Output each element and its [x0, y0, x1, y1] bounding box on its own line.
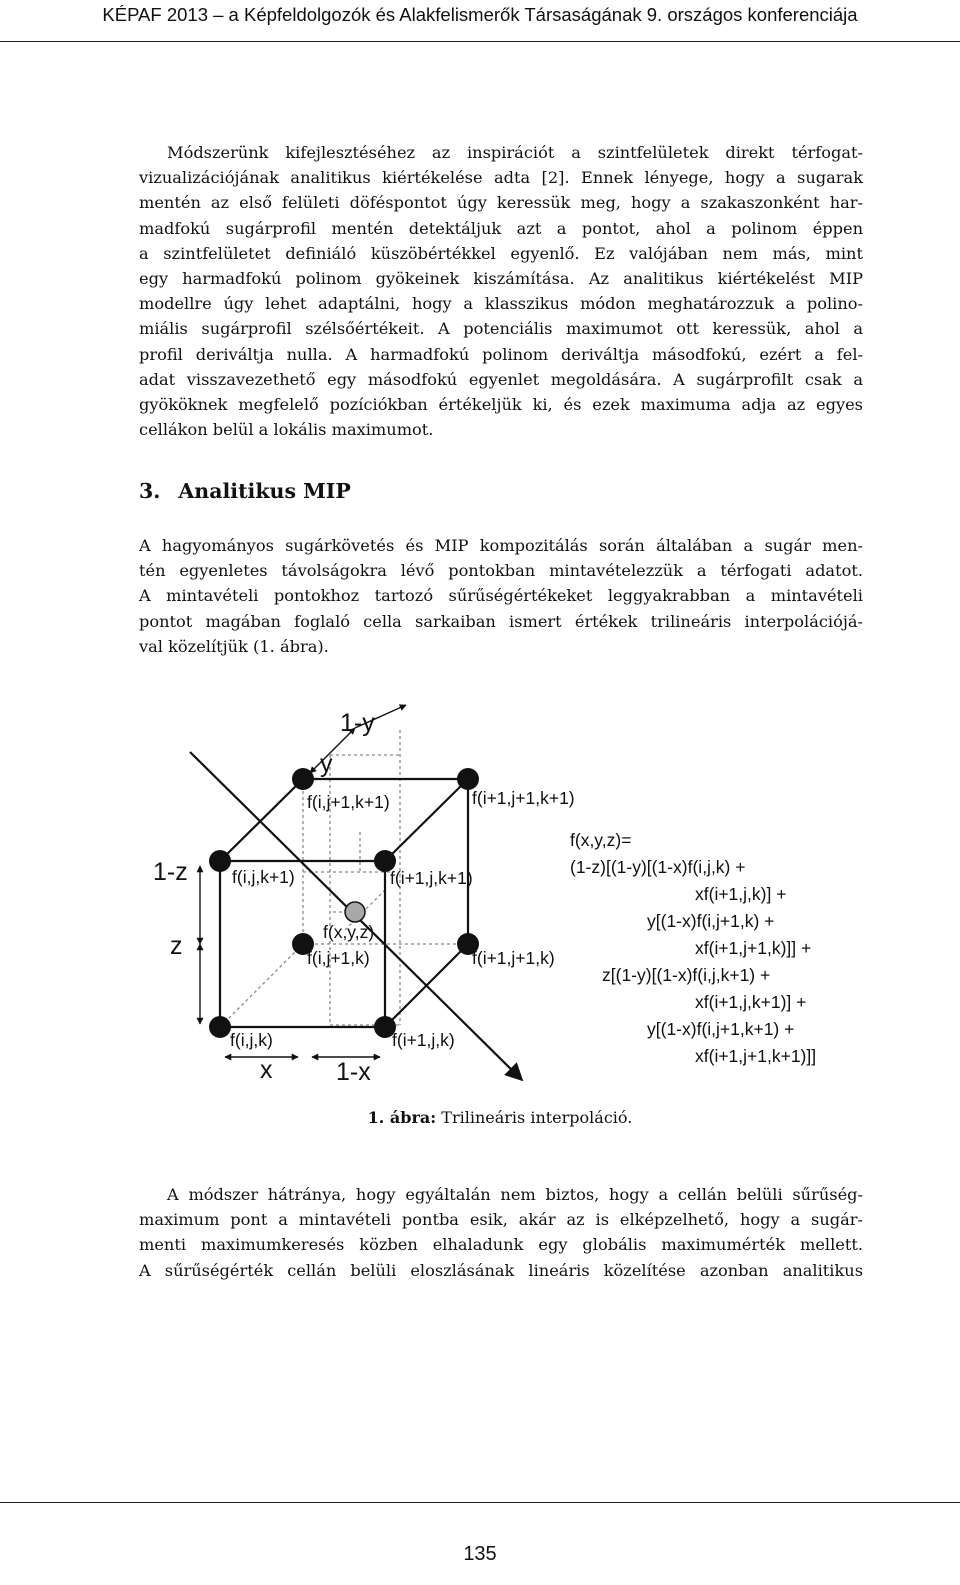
label-y: y — [320, 750, 333, 778]
text-line: madfokú sugárprofil mentén detektáljuk azt a pontot, ahol a polinom éppen — [139, 218, 863, 238]
label-f-i-j-k1: f(i,j,k+1) — [232, 867, 295, 887]
text-line: adat visszavezethető egy másodfokú egyenlet megoldására. A sugárprofilt csak a — [139, 369, 863, 389]
closing-paragraph — [139, 1182, 863, 1283]
label-f-i1-j-k: f(i+1,j,k) — [392, 1030, 455, 1050]
caption-text: Trilineáris interpoláció. — [441, 1108, 633, 1127]
conference-header: KÉPAF 2013 – a Képfeldolgozók és Alakfelismerők Társaságának 9. országos konferenciája — [102, 4, 858, 25]
label-f-xyz: f(x,y,z) — [323, 922, 375, 942]
formula-line: xf(i+1,j,k)] + — [695, 884, 787, 904]
formula-line: f(x,y,z)= — [570, 830, 632, 850]
text-line: A módszer hátránya, hogy egyáltalán nem biztos, hogy a cellán belüli sűrűség- — [167, 1185, 863, 1204]
text-line: miális sugárprofil szélsőértékeit. A potenciális maximumot ott keressük, ahol a — [139, 319, 863, 339]
text-line: A sűrűségérték cellán belüli eloszlásának lineáris közelítése azonban analitikus — [139, 1260, 863, 1280]
text-line: tén egyenletes távolságokra lévő pontokban mintavételezzük a térfogati adatot. — [139, 561, 863, 581]
text-line: A hagyományos sugárkövetés és MIP kompozitálás során általában a sugár men- — [139, 536, 863, 555]
text-line: Módszerünk kifejlesztéséhez az inspirációt a szintfelületek direkt térfogat- — [167, 143, 863, 162]
cube-edge — [220, 779, 303, 861]
node-f-i1-j1-k1 — [457, 768, 479, 790]
section-heading — [139, 479, 351, 503]
text-line: menti maximumkeresés közben elhaladunk egy globális maximumérték mellett. — [139, 1235, 863, 1255]
formula-line: y[(1-x)f(i,j+1,k+1) + — [647, 1019, 795, 1039]
label-f-i1-j1-k1: f(i+1,j+1,k+1) — [472, 788, 575, 808]
label-f-i-j1-k: f(i,j+1,k) — [307, 948, 370, 968]
footer-rule — [0, 1502, 960, 1503]
section-paragraph — [139, 533, 863, 659]
sample-point — [345, 902, 365, 922]
text-line: val közelítjük (1. ábra). — [139, 636, 329, 656]
cube-edge — [385, 779, 468, 861]
label-f-i-j-k: f(i,j,k) — [230, 1030, 273, 1050]
section-title: Analitikus MIP — [178, 479, 351, 503]
text-line: a szintfelületet definiáló küszöbértékkel egyenlő. Ez valójában nem más, mint — [139, 243, 863, 263]
node-f-i-j1-k1 — [292, 768, 314, 790]
label-x: x — [260, 1056, 273, 1084]
formula-line: z[(1-y)[(1-x)f(i,j,k+1) + — [602, 965, 771, 985]
formula-line: (1-z)[(1-y)[(1-x)f(i,j,k) + — [570, 857, 746, 877]
header-rule — [0, 41, 960, 42]
label-f-i-j1-k1: f(i,j+1,k+1) — [307, 792, 390, 812]
text-line: cellákon belül a lokális maximumot. — [139, 420, 434, 440]
label-one-minus-z: 1-z — [153, 858, 188, 886]
intro-paragraph — [139, 140, 863, 442]
text-line: mentén az első felületi döféspontot úgy keressük meg, hogy a szakaszonként har- — [139, 193, 863, 213]
section-number: 3. — [139, 479, 161, 503]
node-f-i-j-k — [209, 1016, 231, 1038]
node-f-i-j-k1 — [209, 850, 231, 872]
formula-line: xf(i+1,j+1,k)]] + — [695, 938, 812, 958]
text-line: profil deriváltja nulla. A harmadfokú polinom deriváltja másodfokú, ezért a fel- — [139, 344, 863, 364]
page-number: 135 — [463, 1543, 497, 1565]
dashed-line — [220, 944, 303, 1027]
formula-line: y[(1-x)f(i,j+1,k) + — [647, 911, 775, 931]
trilinear-interpolation-figure — [150, 700, 850, 1100]
label-f-i1-j1-k: f(i+1,j+1,k) — [472, 948, 555, 968]
text-line: A mintavételi pontokhoz tartozó sűrűségértékeket leggyakrabban a mintavételi — [139, 586, 863, 606]
figure-caption — [0, 1108, 960, 1127]
text-line: gyököknek megfelelő pozíciókban értékeljük ki, és ezek maximuma adja az egyes — [139, 395, 863, 415]
label-one-minus-y: 1-y — [340, 709, 375, 737]
label-f-i1-j-k1: f(i+1,j,k+1) — [390, 868, 473, 888]
text-line: maximum pont a mintavételi pontba esik, akár az is elképzelhető, hogy a sugár- — [139, 1210, 863, 1230]
text-line: modellre úgy lehet adaptálni, hogy a klasszikus módon meghatározzuk a polino- — [139, 294, 863, 314]
text-line: egy harmadfokú polinom gyökeinek kiszámítása. Az analitikus kiértékelést MIP — [139, 269, 863, 289]
label-z: z — [170, 932, 183, 960]
formula-line: xf(i+1,j+1,k+1)]] — [695, 1046, 817, 1066]
text-line: pontot magában foglaló cella sarkaiban ismert értékek trilineáris interpolációjá- — [139, 611, 863, 631]
label-one-minus-x: 1-x — [336, 1058, 371, 1086]
caption-label: 1. ábra: — [367, 1108, 437, 1127]
interpolation-formula — [570, 830, 816, 1066]
text-line: vizualizációjának analitikus kiértékelése adta [2]. Ennek lényege, hogy a sugarak — [139, 168, 863, 188]
formula-line: xf(i+1,j,k+1)] + — [695, 992, 807, 1012]
